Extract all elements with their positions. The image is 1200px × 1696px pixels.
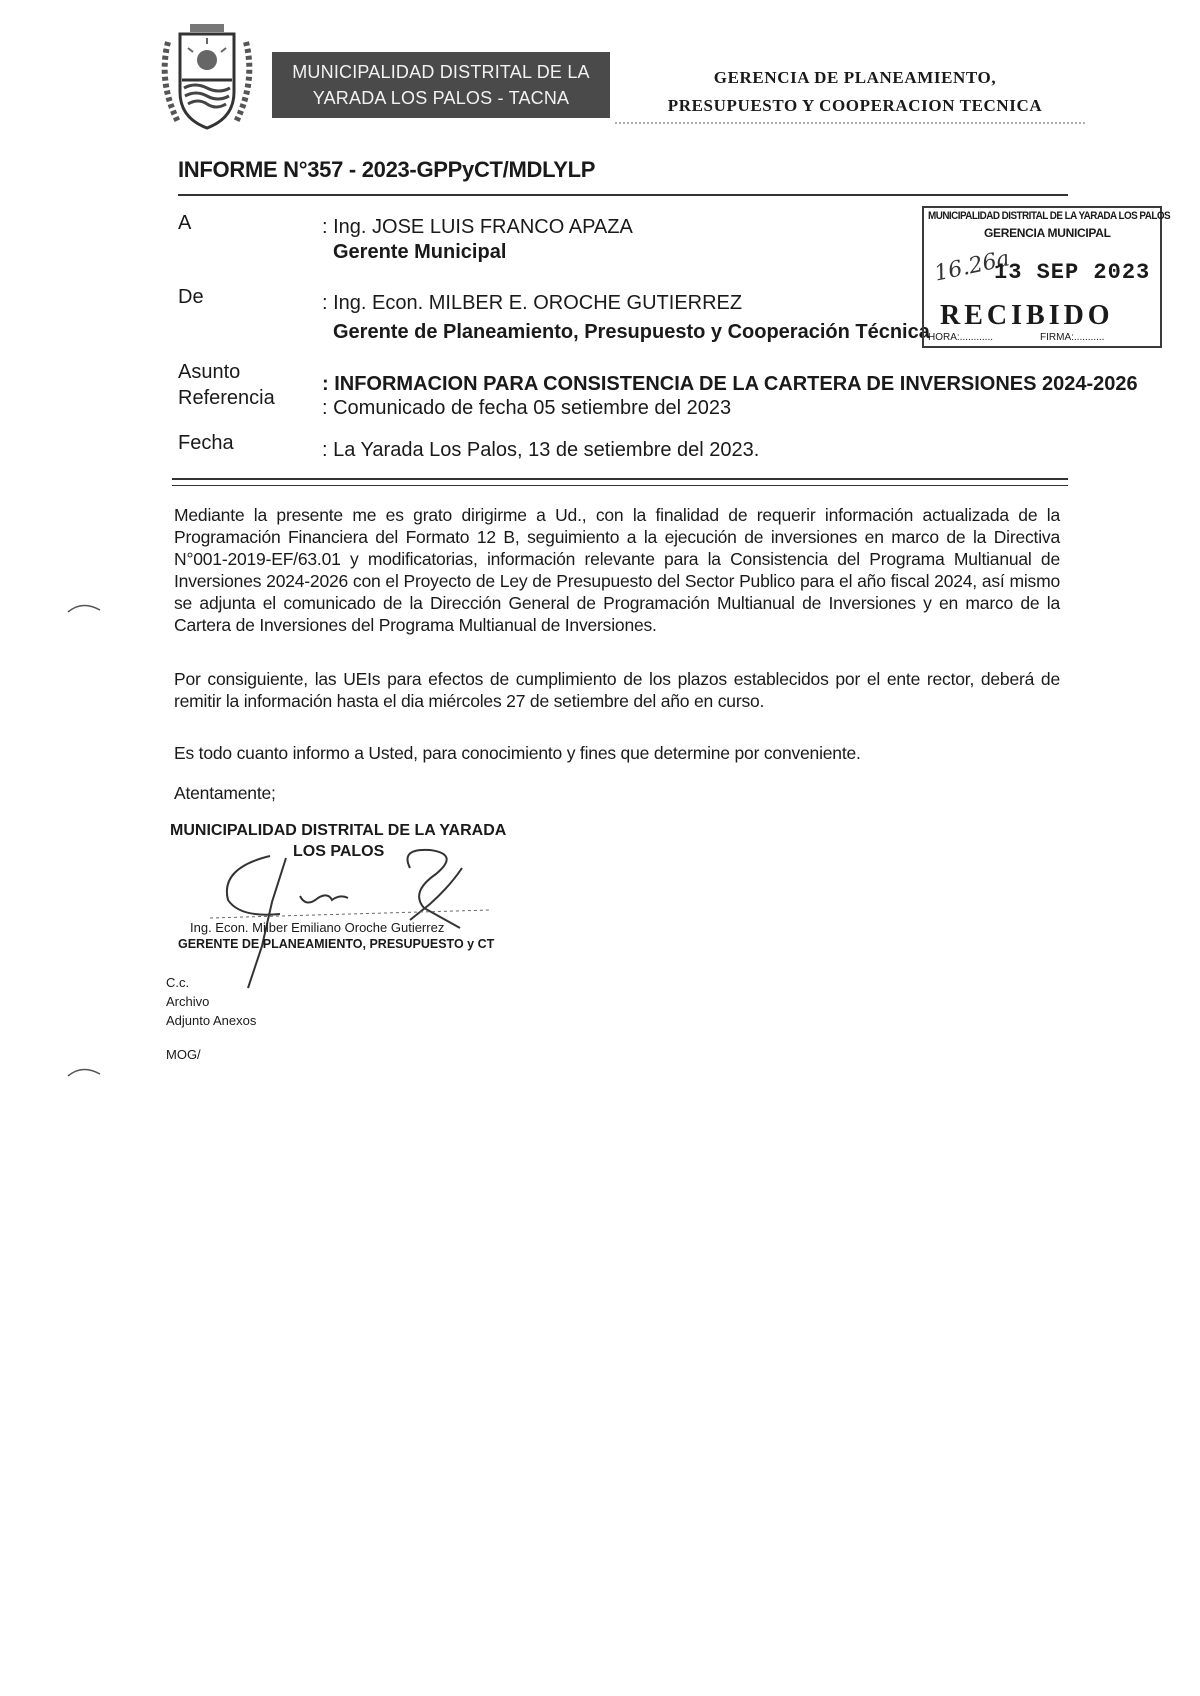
stamp-firma: FIRMA:........... <box>1040 332 1105 343</box>
reference: : Comunicado de fecha 05 setiembre del 2023 <box>322 397 732 419</box>
subject: : INFORMACION PARA CONSISTENCIA DE LA CARTERA DE INVERSIONES 2024-2026 <box>322 373 1138 395</box>
signer-role: GERENTE DE PLANEAMIENTO, PRESUPUESTO y CT <box>178 937 495 951</box>
handwritten-signature <box>210 838 500 998</box>
subject-label: Asunto <box>178 361 241 383</box>
gerencia-line-1: GERENCIA DE PLANEAMIENTO, <box>713 68 997 87</box>
stamp-office: GERENCIA MUNICIPAL <box>984 226 1111 240</box>
closing: Atentamente; <box>174 783 276 803</box>
stamp-status: RECIBIDO <box>940 300 1114 331</box>
from-name: : Ing. Econ. MILBER E. OROCHE GUTIERREZ <box>322 292 743 314</box>
received-stamp <box>922 206 1171 348</box>
signer-name: Ing. Econ. Milber Emiliano Oroche Gutierrez <box>190 920 445 935</box>
gerencia-title <box>640 64 1070 120</box>
date-label: Fecha <box>178 432 234 454</box>
stamp-hora: HORA:............ <box>928 332 994 343</box>
signature-org-line-1: MUNICIPALIDAD DISTRITAL DE LA YARADA <box>170 822 507 839</box>
body-paragraph-1: Mediante la presente me es grato dirigirme a Ud., con la finalidad de requerir información actualizada de la Programación Financiera del Formato 12 B, seguimiento a la ejecución de inversiones en marco de la Directiva N°001-2019-EF/63.01 y modificatorias, información relevante para la Consistencia del Programa Multianual de Inversiones 2024-2026 con el Proyecto de Ley de Presupuesto del Sector Publico para el año fiscal 2024, así mismo se adjunta el comunicado de la Dirección General de Programación Multianual de Inversiones y en marco de la Cartera de Inversiones del Programa Multianual de Inversiones. <box>174 505 1060 635</box>
report-number: INFORME N°357 - 2023-GPPyCT/MDLYLP <box>178 157 596 182</box>
from-role: Gerente de Planeamiento, Presupuesto y Cooperación Técnica <box>333 321 930 343</box>
scan-mark <box>66 598 106 618</box>
municipality-line-2: YARADA LOS PALOS - TACNA <box>312 88 570 108</box>
title-rule <box>178 194 1068 196</box>
date: : La Yarada Los Palos, 13 de setiembre del 2023. <box>322 439 760 461</box>
signature-org-line-2: LOS PALOS <box>293 843 385 860</box>
scan-mark <box>66 1062 106 1082</box>
stamp-org: MUNICIPALIDAD DISTRITAL DE LA YARADA LOS PALOS <box>928 210 1171 222</box>
municipal-crest-logo <box>148 22 266 140</box>
from-label: De <box>178 286 204 308</box>
stamp-date: 13 SEP 2023 <box>994 260 1151 285</box>
archivo-label: Archivo <box>166 994 210 1009</box>
to-name: : Ing. JOSE LUIS FRANCO APAZA <box>322 216 633 238</box>
reference-label: Referencia <box>178 387 275 409</box>
body-paragraph-3: Es todo cuanto informo a Usted, para conocimiento y fines que determine por conveniente. <box>174 743 861 763</box>
header-dotted-rule <box>615 122 1085 124</box>
municipality-line-1: MUNICIPALIDAD DISTRITAL DE LA <box>292 62 590 82</box>
to-role: Gerente Municipal <box>333 241 507 263</box>
cc-label: C.c. <box>166 975 190 990</box>
header-rule-2 <box>172 485 1068 486</box>
header-rule-1 <box>172 478 1068 480</box>
municipality-name-banner <box>272 52 610 118</box>
initials: MOG/ <box>166 1047 201 1062</box>
to-label: A <box>178 212 192 234</box>
adjunto-label: Adjunto Anexos <box>166 1013 257 1028</box>
gerencia-line-2: PRESUPUESTO Y COOPERACION TECNICA <box>667 96 1043 115</box>
stamp-handwritten-number: 16.26a <box>932 246 1012 287</box>
body-paragraph-2: Por consiguiente, las UEIs para efectos de cumplimiento de los plazos establecidos por el ente rector, deberá de remitir la información hasta el dia miércoles 27 de setiembre del año en curso. <box>174 669 1060 711</box>
